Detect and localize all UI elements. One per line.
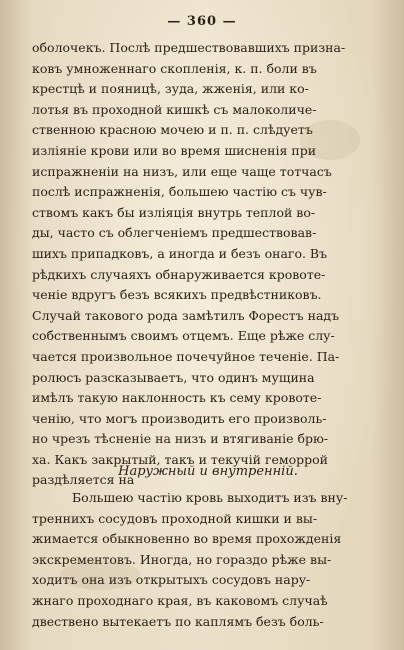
text-line: раздѣляется на xyxy=(32,472,135,488)
section-heading: Наружный и внутренній. xyxy=(118,464,298,479)
text-line: но чрезъ тѣсненіе на низъ и втягиваніе брю- xyxy=(32,431,329,447)
text-line: треннихъ сосудовъ проходной кишки и вы- xyxy=(32,510,318,526)
text-line: собственнымъ своимъ отцемъ. Еще рѣже слу- xyxy=(32,328,335,344)
text-line: двествено вытекаетъ по каплямъ безъ боль- xyxy=(32,613,324,629)
text-line: испражненіи на низъ, или еще чаще тотчасъ xyxy=(32,163,332,179)
text-line: ченіе вдругъ безъ всякихъ предвѣстниковъ. xyxy=(32,287,322,303)
text-line: чается произвольное почечуйное теченіе. Па- xyxy=(32,348,340,364)
text-line: ственною красною мочею и п. п. слѣдуетъ xyxy=(32,122,313,138)
text-line: послѣ испражненія, большею частію съ чув- xyxy=(32,184,327,200)
paragraph-1 xyxy=(32,38,384,491)
text-line: экскрементовъ. Иногда, но гораздо рѣже вы- xyxy=(32,551,332,567)
text-line: имѣлъ такую наклонность къ сему кровоте- xyxy=(32,390,322,406)
text-line: оболочекъ. Послѣ предшествовавшихъ призна- xyxy=(32,40,346,55)
text-line: лотья въ проходной кишкѣ съ малоколиче- xyxy=(32,101,317,117)
text-line: крестцѣ и пояницѣ, зуда, жженія, или ко- xyxy=(32,81,309,97)
text-line: ковъ умноженнаго скопленія, к. п. боли въ xyxy=(32,60,317,76)
text-line: Случай такового рода замѣтилъ Форестъ надъ xyxy=(32,307,340,323)
text-line: ролюсъ разсказываетъ, что одинъ мущина xyxy=(32,369,315,385)
text-line: ха. Какъ закрытый, такъ и текучій геморрой xyxy=(32,451,329,467)
text-line: шихъ припадковъ, а иногда и безъ онаго. Въ xyxy=(32,245,328,261)
text-line: Большею частію кровь выходитъ изъ вну- xyxy=(72,490,348,505)
text-line: жнаго проходнаго края, въ каковомъ случаѣ xyxy=(32,592,328,608)
text-line: ды, часто съ облегченіемъ предшествовав- xyxy=(32,225,317,241)
text-line: рѣдкихъ случаяхъ обнаруживается кровотe- xyxy=(32,266,326,282)
text-line: ствомъ какъ бы изліяція внутрь теплой во- xyxy=(32,204,316,220)
text-line: изліяніе крови или во время шисненія при xyxy=(32,142,317,158)
text-line: ходитъ она изъ открытыхъ сосудовъ нару- xyxy=(32,572,311,588)
paragraph-2 xyxy=(32,488,384,632)
text-line: ченію, что могъ производить его произволь- xyxy=(32,410,327,426)
text-line: жимается обыкновенно во время прохожденія xyxy=(32,531,342,547)
page-number: — 360 — xyxy=(167,14,237,29)
